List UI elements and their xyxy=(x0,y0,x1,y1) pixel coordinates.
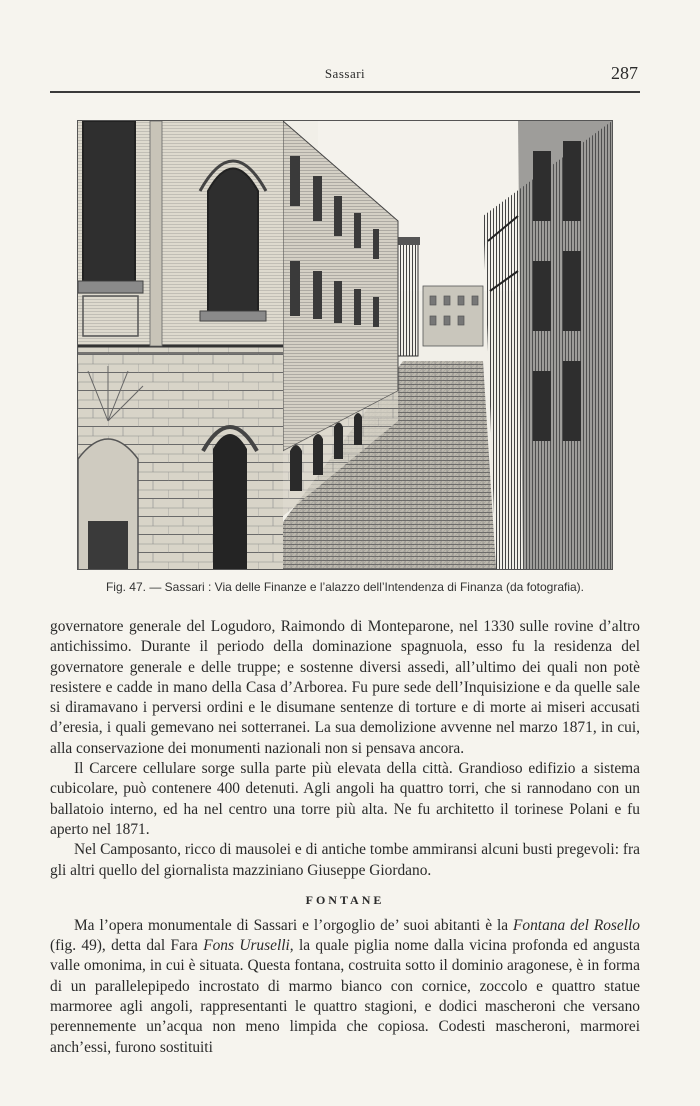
paragraph-2: Il Carcere cellulare sorge sulla parte più elevata della città. Grandioso edifizio a sistema cubicolare, può contenere 400 detenuti. Agli angoli ha quattro torri, che si rannodano con un ballatoio interno, ed ha nel centro una torre più alta. Ne fu architetto il torinese Polani e fu aperto nel 1871. xyxy=(50,760,640,838)
page-number: 287 xyxy=(611,63,638,83)
paragraph-4 xyxy=(50,916,640,1058)
header-rule xyxy=(50,91,640,93)
section-title: FONTANE xyxy=(305,892,385,907)
body-text xyxy=(50,617,640,1058)
street-engraving-figure xyxy=(77,120,613,570)
paragraph-3: Nel Camposanto, ricco di mausolei e di antiche tombe ammiransi alcuni busti pregevoli: fra gli altri quello del giornalista mazziniano Giuseppe Giordano. xyxy=(50,841,640,879)
paragraph-4-part-a: Ma l’opera monumentale di Sassari e l’orgoglio de’ suoi abitanti è la xyxy=(74,916,513,934)
page-header xyxy=(50,63,640,94)
figure-caption: Fig. 47. — Sassari : Via delle Finanze e l’alazzo dell’Intendenza di Finanza (da fotografia). xyxy=(105,580,585,594)
paragraph-4-part-c: (fig. 49), detta dal Fara xyxy=(50,937,204,955)
street-engraving-illustration xyxy=(78,121,612,569)
fons-uruselli-title: Fons Uruselli xyxy=(203,937,290,955)
paragraph-4-part-e: , la quale piglia nome dalla vicina profonda ed angusta valle omonima, in cui è situata. Questa fontana, costruita sotto il dominio aragonese, è in forma di un parallelepipedo incrostato di marmo bianco con cornice, zoccolo e quattro statue marmoree agli angoli, rappresentanti le quattro stagioni, e dodici mascheroni che versano perennemente un’acqua non meno limpida che copiosa. Codesti mascheroni, marmorei anch’essi, furono sostituiti xyxy=(50,937,640,1056)
fontana-del-rosello-title: Fontana del Rosello xyxy=(513,916,640,934)
running-title: Sassari xyxy=(324,66,366,81)
paragraph-1: governatore generale del Logudoro, Raimondo di Monteparone, nel 1330 sulle rovine d’altro antichissimo. Durante il periodo della dominazione spagnuola, esso fu la residenza del governatore generale e delle truppe; e sostenne diversi assedi, all’ultimo dei quali non potè resistere e cadde in mano della Casa d’Arborea. Fu pure sede dell’Inquisizione e da quelle sale si diramavano i perversi ordini e le disumane sentenze di torture e di morte ai miseri accusati d’eresia, i quali gemevano nei sotterranei. La sua demolizione avvenne nel marzo 1871, in cui, alla conservazione dei monumenti nazionali non si pensava ancora. xyxy=(50,618,640,757)
